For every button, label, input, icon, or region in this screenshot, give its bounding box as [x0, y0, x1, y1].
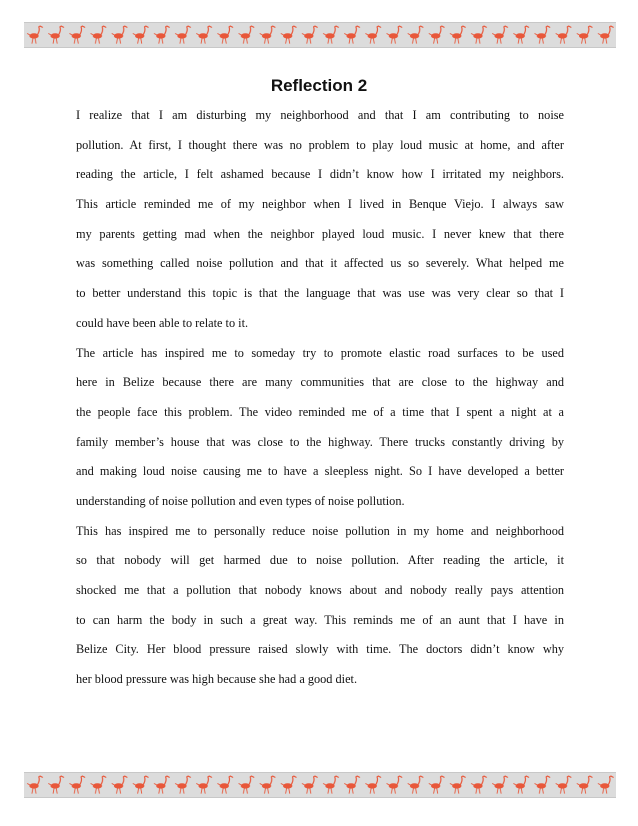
text-line: Belize City. Her blood pressure raised slowly with time. The doctors didn’t know why	[76, 642, 564, 657]
text-line: to better understand this topic is that the language that was use was very clear so that I	[76, 286, 564, 301]
bottom-decorative-border	[24, 772, 616, 798]
flamingo-pattern-bottom	[24, 773, 616, 797]
text-line: her blood pressure was high because she had a good diet.	[76, 672, 358, 687]
text-line: This article reminded me of my neighbor when I lived in Benque Viejo. I always saw	[76, 197, 564, 212]
text-line: to can harm the body in such a great way. This reminds me of an aunt that I have in	[76, 612, 564, 627]
text-line: could have been able to relate to it.	[76, 315, 249, 330]
text-line: so that nobody will get harmed due to noise pollution. After reading the article, it	[76, 553, 564, 568]
paragraph-3	[76, 523, 564, 687]
text-line: shocked me that a pollution that nobody knows about and nobody really pays attention	[76, 583, 564, 597]
text-line: reading the article, I felt ashamed because I didn’t know how I irritated my neighbors.	[76, 167, 564, 182]
text-line: was something called noise pollution and that it affected us so severely. What helped me	[76, 256, 564, 271]
text-line: here in Belize because there are many communities that are close to the highway and	[76, 375, 564, 390]
text-line: and making loud noise causing me to have a sleepless night. So I have developed a better	[76, 464, 564, 479]
paragraph-2	[76, 345, 564, 509]
text-line: This has inspired me to personally reduce noise pollution in my home and neighborhood	[76, 523, 564, 538]
text-line: pollution. At first, I thought there was no problem to play loud music at home, and after	[76, 137, 564, 152]
text-line: the people face this problem. The video reminded me of a time that I spent a night at a	[76, 404, 564, 419]
top-decorative-border	[24, 22, 616, 48]
text-line: understanding of noise pollution and even types of noise pollution.	[76, 493, 405, 508]
body-text	[76, 107, 564, 701]
flamingo-pattern-top	[24, 23, 616, 47]
page-title: Reflection 2	[270, 76, 368, 95]
text-line: my parents getting mad when the neighbor played loud music. I never knew that there	[76, 226, 564, 241]
text-line: family member’s house that was close to the highway. There trucks constantly driving by	[76, 434, 564, 449]
paragraph-1	[76, 107, 564, 331]
text-line: The article has inspired me to someday try to promote elastic road surfaces to be used	[76, 345, 564, 360]
text-line: I realize that I am disturbing my neighborhood and that I am contributing to noise	[76, 108, 564, 122]
